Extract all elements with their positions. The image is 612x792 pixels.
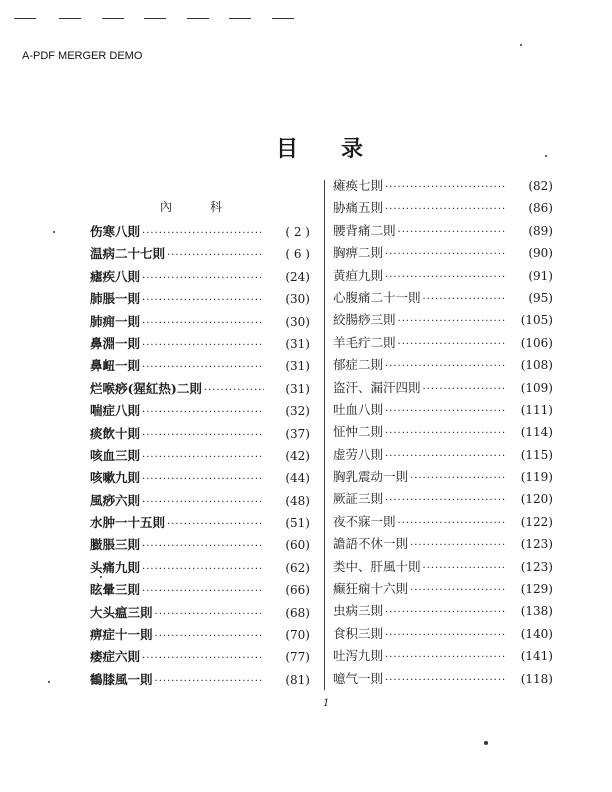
watermark-text: A-PDF MERGER DEMO xyxy=(22,50,143,62)
toc-entry-page: (81) xyxy=(285,672,310,687)
toc-entry-page: (60) xyxy=(285,538,310,553)
toc-entry xyxy=(90,356,310,378)
toc-leader-dots xyxy=(385,652,507,663)
toc-leader-dots xyxy=(385,495,507,506)
toc-entry-page: (44) xyxy=(285,471,310,486)
toc-entry xyxy=(90,670,310,692)
toc-entry-page: (122) xyxy=(520,514,553,529)
toc-entry xyxy=(333,601,553,623)
toc-leader-dots xyxy=(410,585,507,596)
toc-entry-title: 鶴膝風一則 xyxy=(90,671,153,687)
toc-leader-dots xyxy=(398,518,507,529)
toc-entry-title: 烂喉痧(猩紅热)二則 xyxy=(90,380,202,396)
toc-leader-dots xyxy=(142,564,264,575)
toc-leader-dots xyxy=(385,675,507,686)
toc-leader-dots xyxy=(155,676,264,687)
toc-entry-title: 瘧疾八則 xyxy=(90,268,141,284)
toc-entry-title: 夜不寐一則 xyxy=(333,513,396,529)
toc-leader-dots xyxy=(385,182,507,193)
toc-entry-title: 譫語不休一則 xyxy=(333,536,409,552)
toc-entry-title: 風痧六則 xyxy=(90,492,141,508)
toc-entry xyxy=(333,467,553,489)
toc-leader-dots xyxy=(142,295,264,306)
toc-leader-dots xyxy=(385,361,507,372)
toc-entry-title: 黄疸九則 xyxy=(333,267,384,283)
toc-entry-title: 虚劳八則 xyxy=(333,446,384,462)
toc-entry-title: 食积三則 xyxy=(333,625,384,641)
toc-leader-dots xyxy=(410,473,507,484)
toc-entry xyxy=(90,289,310,311)
toc-entry-title: 眩暈三則 xyxy=(90,582,141,598)
toc-entry-page: (30) xyxy=(285,292,310,307)
toc-entry-page: (31) xyxy=(285,381,310,396)
toc-leader-dots xyxy=(204,385,264,396)
toc-entry xyxy=(90,491,310,513)
toc-leader-dots xyxy=(410,540,507,551)
toc-entry-page: (115) xyxy=(520,447,553,462)
toc-entry-title: 癫狂痫十六則 xyxy=(333,581,409,597)
toc-entry xyxy=(90,267,310,289)
toc-entry-title: 臌脹三則 xyxy=(90,537,141,553)
toc-entry-title: 瘫痪七則 xyxy=(333,178,384,193)
toc-entry-title: 痰飲十則 xyxy=(90,425,141,441)
toc-entry-page: (109) xyxy=(520,380,553,395)
toc-entry-page: (89) xyxy=(528,223,553,238)
toc-entry xyxy=(90,424,310,446)
toc-entry xyxy=(333,489,553,511)
toc-entry xyxy=(333,646,553,668)
title-char-2: 录 xyxy=(341,136,364,162)
toc-entry-title: 吐泻九則 xyxy=(333,648,384,664)
toc-entry xyxy=(333,534,553,556)
scan-speck xyxy=(53,231,55,233)
toc-entry-page: ( 6 ) xyxy=(285,247,310,262)
toc-entry xyxy=(90,625,310,647)
toc-entry-page: (62) xyxy=(285,560,310,575)
toc-entry xyxy=(333,243,553,265)
toc-leader-dots xyxy=(142,430,264,441)
toc-entry xyxy=(333,624,553,646)
toc-entry-title: 温病二十七則 xyxy=(90,246,166,262)
toc-entry-page: (114) xyxy=(520,425,553,440)
toc-leader-dots xyxy=(142,653,264,664)
toc-leader-dots xyxy=(142,541,264,552)
toc-leader-dots xyxy=(142,586,264,597)
column-divider xyxy=(324,180,325,690)
toc-entry-title: 盗汗、漏汗四則 xyxy=(333,379,421,395)
toc-entry xyxy=(333,221,553,243)
toc-entry xyxy=(90,647,310,669)
toc-entry-page: (108) xyxy=(520,358,553,373)
toc-leader-dots xyxy=(385,630,507,641)
toc-entry xyxy=(333,512,553,534)
toc-entry-title: 喘症八則 xyxy=(90,403,141,419)
toc-entry xyxy=(333,198,553,220)
toc-entry-title: 鼻衄一則 xyxy=(90,358,141,374)
toc-leader-dots xyxy=(423,294,507,305)
toc-entry-page: (82) xyxy=(528,179,553,193)
toc-entry-title: 胁痛五則 xyxy=(333,200,384,216)
toc-entry-page: (129) xyxy=(520,582,553,597)
toc-entry xyxy=(333,579,553,601)
toc-entry-title: 吐血八則 xyxy=(333,401,384,417)
toc-entry xyxy=(333,445,553,467)
toc-entry-page: (68) xyxy=(285,605,310,620)
toc-leader-dots xyxy=(155,609,264,620)
toc-leader-dots xyxy=(142,497,264,508)
toc-leader-dots xyxy=(423,563,507,574)
toc-entry xyxy=(333,176,553,198)
toc-entry-page: (120) xyxy=(520,492,553,507)
toc-entry xyxy=(90,580,310,602)
toc-entry-title: 咳血三則 xyxy=(90,447,141,463)
toc-entry-title: 咳嗽九則 xyxy=(90,470,141,486)
toc-leader-dots xyxy=(385,249,507,260)
toc-leader-dots xyxy=(385,451,507,462)
toc-entry-title: 肺痈一則 xyxy=(90,313,141,329)
toc-left-column xyxy=(90,222,310,692)
toc-entry-page: (123) xyxy=(520,559,553,574)
toc-entry xyxy=(90,468,310,490)
toc-entry xyxy=(90,603,310,625)
toc-entry-title: 痹症十一則 xyxy=(90,627,153,643)
toc-entry-title: 厥証三則 xyxy=(333,491,384,507)
toc-leader-dots xyxy=(142,362,264,373)
toc-entry-page: (123) xyxy=(520,537,553,552)
toc-entry-page: (91) xyxy=(528,268,553,283)
toc-leader-dots xyxy=(142,273,264,284)
toc-entry-page: (32) xyxy=(285,404,310,419)
toc-entry-title: 心腹痛二十一則 xyxy=(333,289,421,305)
toc-leader-dots xyxy=(142,407,264,418)
toc-entry-page: (90) xyxy=(528,246,553,261)
toc-entry xyxy=(333,557,553,579)
toc-leader-dots xyxy=(155,631,264,642)
toc-entry-title: 水肿一十五則 xyxy=(90,515,166,531)
toc-entry-page: (51) xyxy=(285,516,310,531)
toc-entry-page: (106) xyxy=(520,335,553,350)
toc-entry-page: (31) xyxy=(285,359,310,374)
toc-leader-dots xyxy=(142,228,264,239)
toc-entry-page: (24) xyxy=(285,269,310,284)
toc-entry-page: (48) xyxy=(285,493,310,508)
toc-entry-page: (66) xyxy=(285,583,310,598)
toc-entry-title: 大头瘟三則 xyxy=(90,604,153,620)
toc-leader-dots xyxy=(385,204,507,215)
toc-entry-page: (140) xyxy=(520,626,553,641)
toc-entry-title: 头痛九則 xyxy=(90,559,141,575)
toc-leader-dots xyxy=(398,227,507,238)
scan-speck xyxy=(48,681,50,683)
toc-entry-page: (70) xyxy=(285,628,310,643)
toc-entry xyxy=(90,379,310,401)
toc-entry-title: 类中、肝風十則 xyxy=(333,558,421,574)
toc-entry xyxy=(90,535,310,557)
toc-leader-dots xyxy=(385,428,507,439)
toc-entry xyxy=(333,378,553,400)
scan-speck xyxy=(100,576,102,578)
toc-leader-dots xyxy=(385,272,507,283)
toc-entry-title: 怔忡二則 xyxy=(333,424,384,440)
toc-entry-title: 肺脹一則 xyxy=(90,291,141,307)
toc-entry xyxy=(333,355,553,377)
toc-entry-page: (77) xyxy=(285,650,310,665)
toc-entry-page: (31) xyxy=(285,336,310,351)
toc-leader-dots xyxy=(423,384,507,395)
toc-entry-page: (105) xyxy=(520,313,553,328)
toc-entry xyxy=(333,400,553,422)
toc-entry-title: 伤寒八則 xyxy=(90,224,141,239)
scan-speck xyxy=(545,155,547,157)
toc-entry xyxy=(333,422,553,444)
toc-entry-page: (111) xyxy=(520,402,553,417)
toc-leader-dots xyxy=(167,519,264,530)
toc-entry xyxy=(333,288,553,310)
toc-entry-page: (118) xyxy=(520,671,553,686)
toc-leader-dots xyxy=(142,340,264,351)
toc-leader-dots xyxy=(167,250,264,261)
toc-leader-dots xyxy=(385,406,507,417)
toc-entry-title: 郁症二則 xyxy=(333,357,384,373)
scan-speck xyxy=(484,741,488,745)
toc-entry xyxy=(333,669,553,691)
toc-leader-dots xyxy=(142,452,264,463)
toc-entry xyxy=(90,558,310,580)
toc-entry-page: (95) xyxy=(528,290,553,305)
toc-entry-page: (141) xyxy=(520,649,553,664)
toc-entry xyxy=(90,244,310,266)
toc-entry xyxy=(90,401,310,423)
toc-entry-page: ( 2 ) xyxy=(285,225,310,239)
section-heading: 內科 xyxy=(160,200,261,214)
title-char-1: 目 xyxy=(276,136,299,162)
toc-entry-page: (119) xyxy=(520,470,553,485)
toc-entry-page: (42) xyxy=(285,448,310,463)
toc-right-column xyxy=(333,176,553,691)
toc-entry-page: (37) xyxy=(285,426,310,441)
toc-entry-title: 腰背痛二則 xyxy=(333,222,396,238)
toc-entry-title: 羊毛疔二則 xyxy=(333,334,396,350)
toc-entry xyxy=(90,312,310,334)
toc-leader-dots xyxy=(142,318,264,329)
toc-entry-page: (86) xyxy=(528,201,553,216)
toc-entry-title: 痿症六則 xyxy=(90,649,141,665)
toc-entry-title: 胸痹二則 xyxy=(333,245,384,261)
toc-entry-title: 絞腸痧三則 xyxy=(333,312,396,328)
toc-entry-title: 虫病三則 xyxy=(333,603,384,619)
toc-entry xyxy=(90,446,310,468)
toc-entry-title: 鼻淵一則 xyxy=(90,335,141,351)
toc-entry-page: (138) xyxy=(520,604,553,619)
toc-entry-title: 胸乳震动一則 xyxy=(333,469,409,485)
toc-entry-title: 噫气一則 xyxy=(333,670,384,686)
top-dashed-rule xyxy=(14,12,314,22)
scan-speck xyxy=(520,44,522,46)
toc-entry xyxy=(333,310,553,332)
toc-entry xyxy=(333,333,553,355)
toc-entry xyxy=(90,334,310,356)
toc-entry-page: (30) xyxy=(285,314,310,329)
page-number: 1 xyxy=(323,698,330,709)
toc-entry xyxy=(90,222,310,244)
toc-entry xyxy=(90,513,310,535)
toc-leader-dots xyxy=(398,339,507,350)
toc-leader-dots xyxy=(385,607,507,618)
toc-entry xyxy=(333,266,553,288)
toc-leader-dots xyxy=(142,474,264,485)
toc-leader-dots xyxy=(398,316,507,327)
